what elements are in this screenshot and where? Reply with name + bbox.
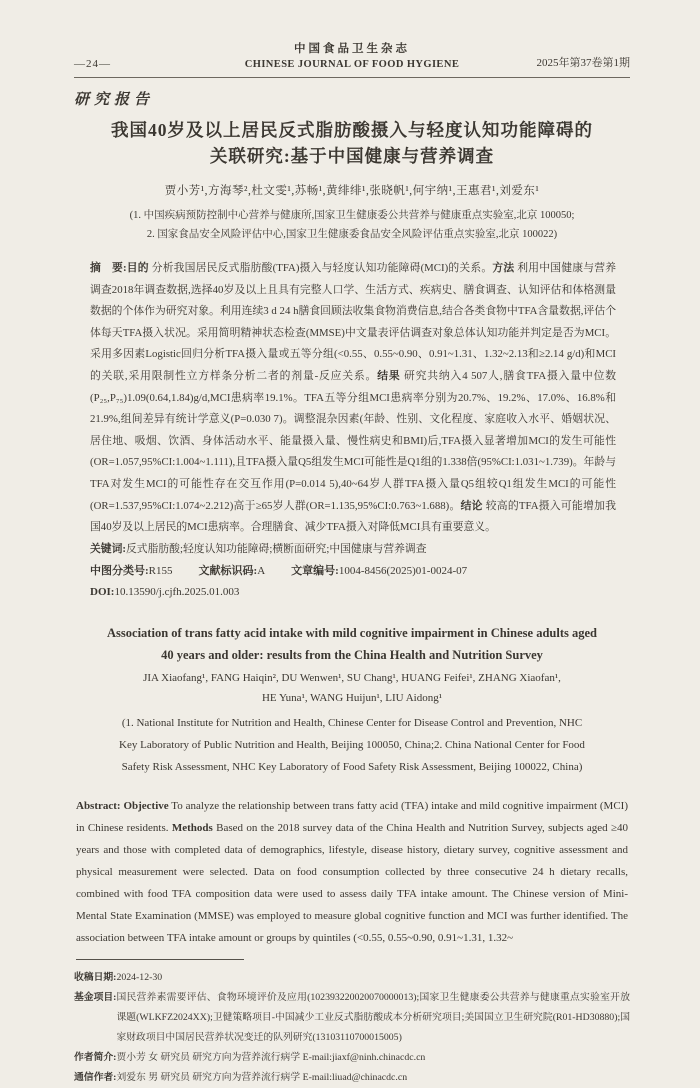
authors-en	[74, 668, 630, 708]
abstract-methods-label-en: Methods	[171, 822, 213, 835]
methods-label-cn: 方法	[492, 262, 515, 274]
page-number: —24—	[74, 58, 111, 70]
results-label-cn: 结果	[377, 369, 401, 382]
author-bio-text: 贾小芳 女 研究员 研究方向为营养流行病学 E-mail:jiaxf@ninh.chinacdc.cn	[116, 1052, 426, 1064]
affiliations-en	[74, 712, 630, 778]
received-date-label: 收稿日期:	[74, 972, 117, 984]
article-title-en-line2: 40 years and older: results from the China Health and Nutrition Survey	[161, 648, 543, 663]
received-date-value: 2024-12-30	[116, 972, 163, 984]
authors-cn: 贾小芳¹,方海琴²,杜文雯¹,苏畅¹,黄绯绯¹,张晓帆¹,何宇纳¹,王惠君¹,刘爱东¹	[164, 185, 540, 197]
affiliation-en-line3: Safety Risk Assessment, NHC Key Laboratory of Food Safety Risk Assessment, Beijing 100022, China)	[121, 761, 583, 774]
author-bio-label: 作者简介:	[74, 1052, 117, 1064]
doi-label: DOI:	[90, 586, 115, 599]
methods-text-cn: 利用中国健康与营养调查2018年调查数据,选择40岁及以上且具有完整人口学、生活方式、疾病史、膳食调查、认知评估和体格测量数据的个体作为研究对象。利用连续3 d 24 h膳食回顾法收集食物消费信息,结合各类食物中TFA含量数据,评估个体每天TFA摄入状况。采用简明精神状态检查(MMSE)中文量表评估调查对象总体认知功能并判定是否为MCI。采用多因素Logistic回归分析TFA摄入量或五等分组(<0.55、0.55~0.90、0.91~1.31、1.32~2.13和≥2.14 g/d)和MCI的关联,采用限制性立方样条分析二者的剂量-反应关系。	[90, 262, 617, 382]
footnote-corresponding-author	[74, 1068, 630, 1088]
keywords-label: 关键词:	[90, 542, 126, 555]
article-title-cn-line1: 我国40岁及以上居民反式脂肪酸摄入与轻度认知功能障碍的	[111, 120, 593, 140]
results-text-cn: 研究共纳入4 507人,膳食TFA摄入量中位数(P₂₅,P₇₅)1.09(0.64,1.84)g/d,MCI患病率19.1%。TFA五等分组MCI患病率分别为20.7%、19.2%、17.0%、16.8%和21.9%,组间差异有统计学意义(P=0.030 7)。调整混杂因素(年龄、性别、文化程度、家庭收入水平、婚姻状况、居住地、吸烟、饮酒、身体活动水平、能量摄入量、慢性病史和BMI)后,TFA摄入显著增加MCI的发生可能性(OR=1.057,95%CI:1.004~1.111),且TFA摄入量Q5组发生MCI可能性是Q1组的1.338倍(95%CI:1.031~1.739)。年龄与TFA对发生MCI的可能性存在交互作用(P=0.014 5),40~64岁人群TFA摄入量Q5组较Q1组发生MCI的可能性(OR=1.537,95%CI:1.074~2.212)高于≥65岁人群(OR=1.135,95%CI:0.763~1.688)。	[90, 369, 617, 512]
article-id-label: 文章编号:	[291, 565, 339, 578]
article-title-cn-line2: 关联研究:基于中国健康与营养调查	[209, 146, 495, 166]
article-id-value: 1004-8456(2025)01-0024-07	[338, 565, 468, 578]
journal-name-block	[245, 40, 459, 70]
abstract-en	[76, 795, 628, 949]
funding-label: 基金项目:	[74, 992, 117, 1004]
objective-text-cn: 分析我国居民反式脂肪酸(TFA)摄入与轻度认知功能障碍(MCI)的关系。	[148, 262, 493, 274]
corresponding-author-label: 通信作者:	[74, 1072, 117, 1084]
footnotes	[74, 968, 630, 1088]
affiliation-cn-line1: (1. 中国疾病预防控制中心营养与健康所,国家卫生健康委公共营养与健康重点实验室,北京 100050;	[129, 210, 575, 221]
affiliation-en-line2: Key Laboratory of Public Nutrition and Health, Beijing 100050, China;2. China National Center for Food	[119, 739, 585, 752]
issue-info: 2025年第37卷第1期	[536, 57, 630, 69]
footnote-received-date	[74, 968, 630, 988]
journal-name-cn: 中国食品卫生杂志	[293, 43, 410, 55]
affiliation-en-line1: (1. National Institute for Nutrition and Health, Chinese Center for Disease Control and Prevention, NHC	[121, 717, 583, 730]
keywords-line	[90, 539, 616, 561]
abstract-objective-text-en: To analyze the relationship between trans fatty acid (TFA) intake and mild cognitive impairment (MCI) in Chinese residents.	[76, 800, 628, 835]
article-title-en	[74, 622, 630, 666]
footnote-divider	[76, 959, 244, 960]
doi-line	[90, 582, 616, 602]
doi-value: 10.13590/j.cjfh.2025.01.003	[114, 586, 240, 599]
clc-value: R155	[148, 565, 173, 578]
footnote-author-bio	[74, 1048, 630, 1068]
doc-code-value: A	[257, 565, 266, 578]
doc-code-label: 文献标识码:	[198, 565, 258, 578]
section-label: 研究报告	[74, 92, 155, 108]
authors-en-line1: JIA Xiaofang¹, FANG Haiqin², DU Wenwen¹, SU Chang¹, HUANG Feifei¹, ZHANG Xiaofan¹,	[143, 672, 561, 685]
keywords-text: 反式脂肪酸;轻度认知功能障碍;横断面研究;中国健康与营养调查	[126, 542, 427, 555]
authors-en-line2: HE Yuna¹, WANG Huijun¹, LIU Aidong¹	[261, 692, 443, 705]
classification-line	[90, 561, 616, 581]
abstract-methods-text-en: Based on the 2018 survey data of the China Health and Nutrition Survey, subjects aged ≥40 years and those with completed data of demographics, lifestyle, disease history, dietary survey, cognitive assessment and physical measurement were selected. Data on food consumption collected by three consecutive 24 h dietary recalls, combined with food TFA composition data were used to assess daily TFA intake amount. The Chinese version of Mini-Mental State Examination (MMSE) was employed to measure global cognitive function and MCI was further identified. The association between TFA intake amount or groups by quintiles (<0.55, 0.55~0.90, 0.91~1.31, 1.32~	[76, 822, 628, 945]
clc-label: 中图分类号:	[90, 565, 149, 578]
conclusion-label-cn: 结论	[460, 499, 483, 512]
objective-label-cn: 目的	[126, 262, 149, 274]
affiliation-cn-line2: 2. 国家食品安全风险评估中心,国家卫生健康委食品安全风险评估重点实验室,北京 100022)	[146, 229, 558, 240]
footnote-funding	[74, 988, 630, 1048]
abstract-cn	[90, 258, 616, 539]
conclusion-text-cn: 较高的TFA摄入可能增加我国40岁及以上居民的MCI患病率。合理膳食、减少TFA摄入对降低MCI具有重要意义。	[90, 499, 617, 534]
corresponding-author-text: 刘爱东 男 研究员 研究方向为营养流行病学 E-mail:liuad@chinacdc.cn	[116, 1072, 408, 1084]
abstract-label: 摘 要:	[90, 262, 127, 274]
page-header	[74, 40, 630, 78]
funding-text: 国民营养素需要评估、食物环境评价及应用(102393220020070000013);国家卫生健康委公共营养与健康重点实验室开放课题(WLKFZ2024XX);卫健策略项目-中国减少工业反式脂肪酸成本分析研究项目;美国国立卫生研究院(R01-HD30880);国家财政项目中国居民营养状况变迁的队列研究(13103110700015005)	[116, 992, 630, 1044]
affiliations-cn	[74, 206, 630, 244]
article-title-en-line1: Association of trans fatty acid intake with mild cognitive impairment in Chinese adults aged	[107, 626, 597, 641]
abstract-objective-label-en: Abstract: Objective	[76, 800, 169, 813]
journal-name-en: CHINESE JOURNAL OF FOOD HYGIENE	[244, 59, 460, 70]
article-title-cn	[74, 117, 630, 169]
